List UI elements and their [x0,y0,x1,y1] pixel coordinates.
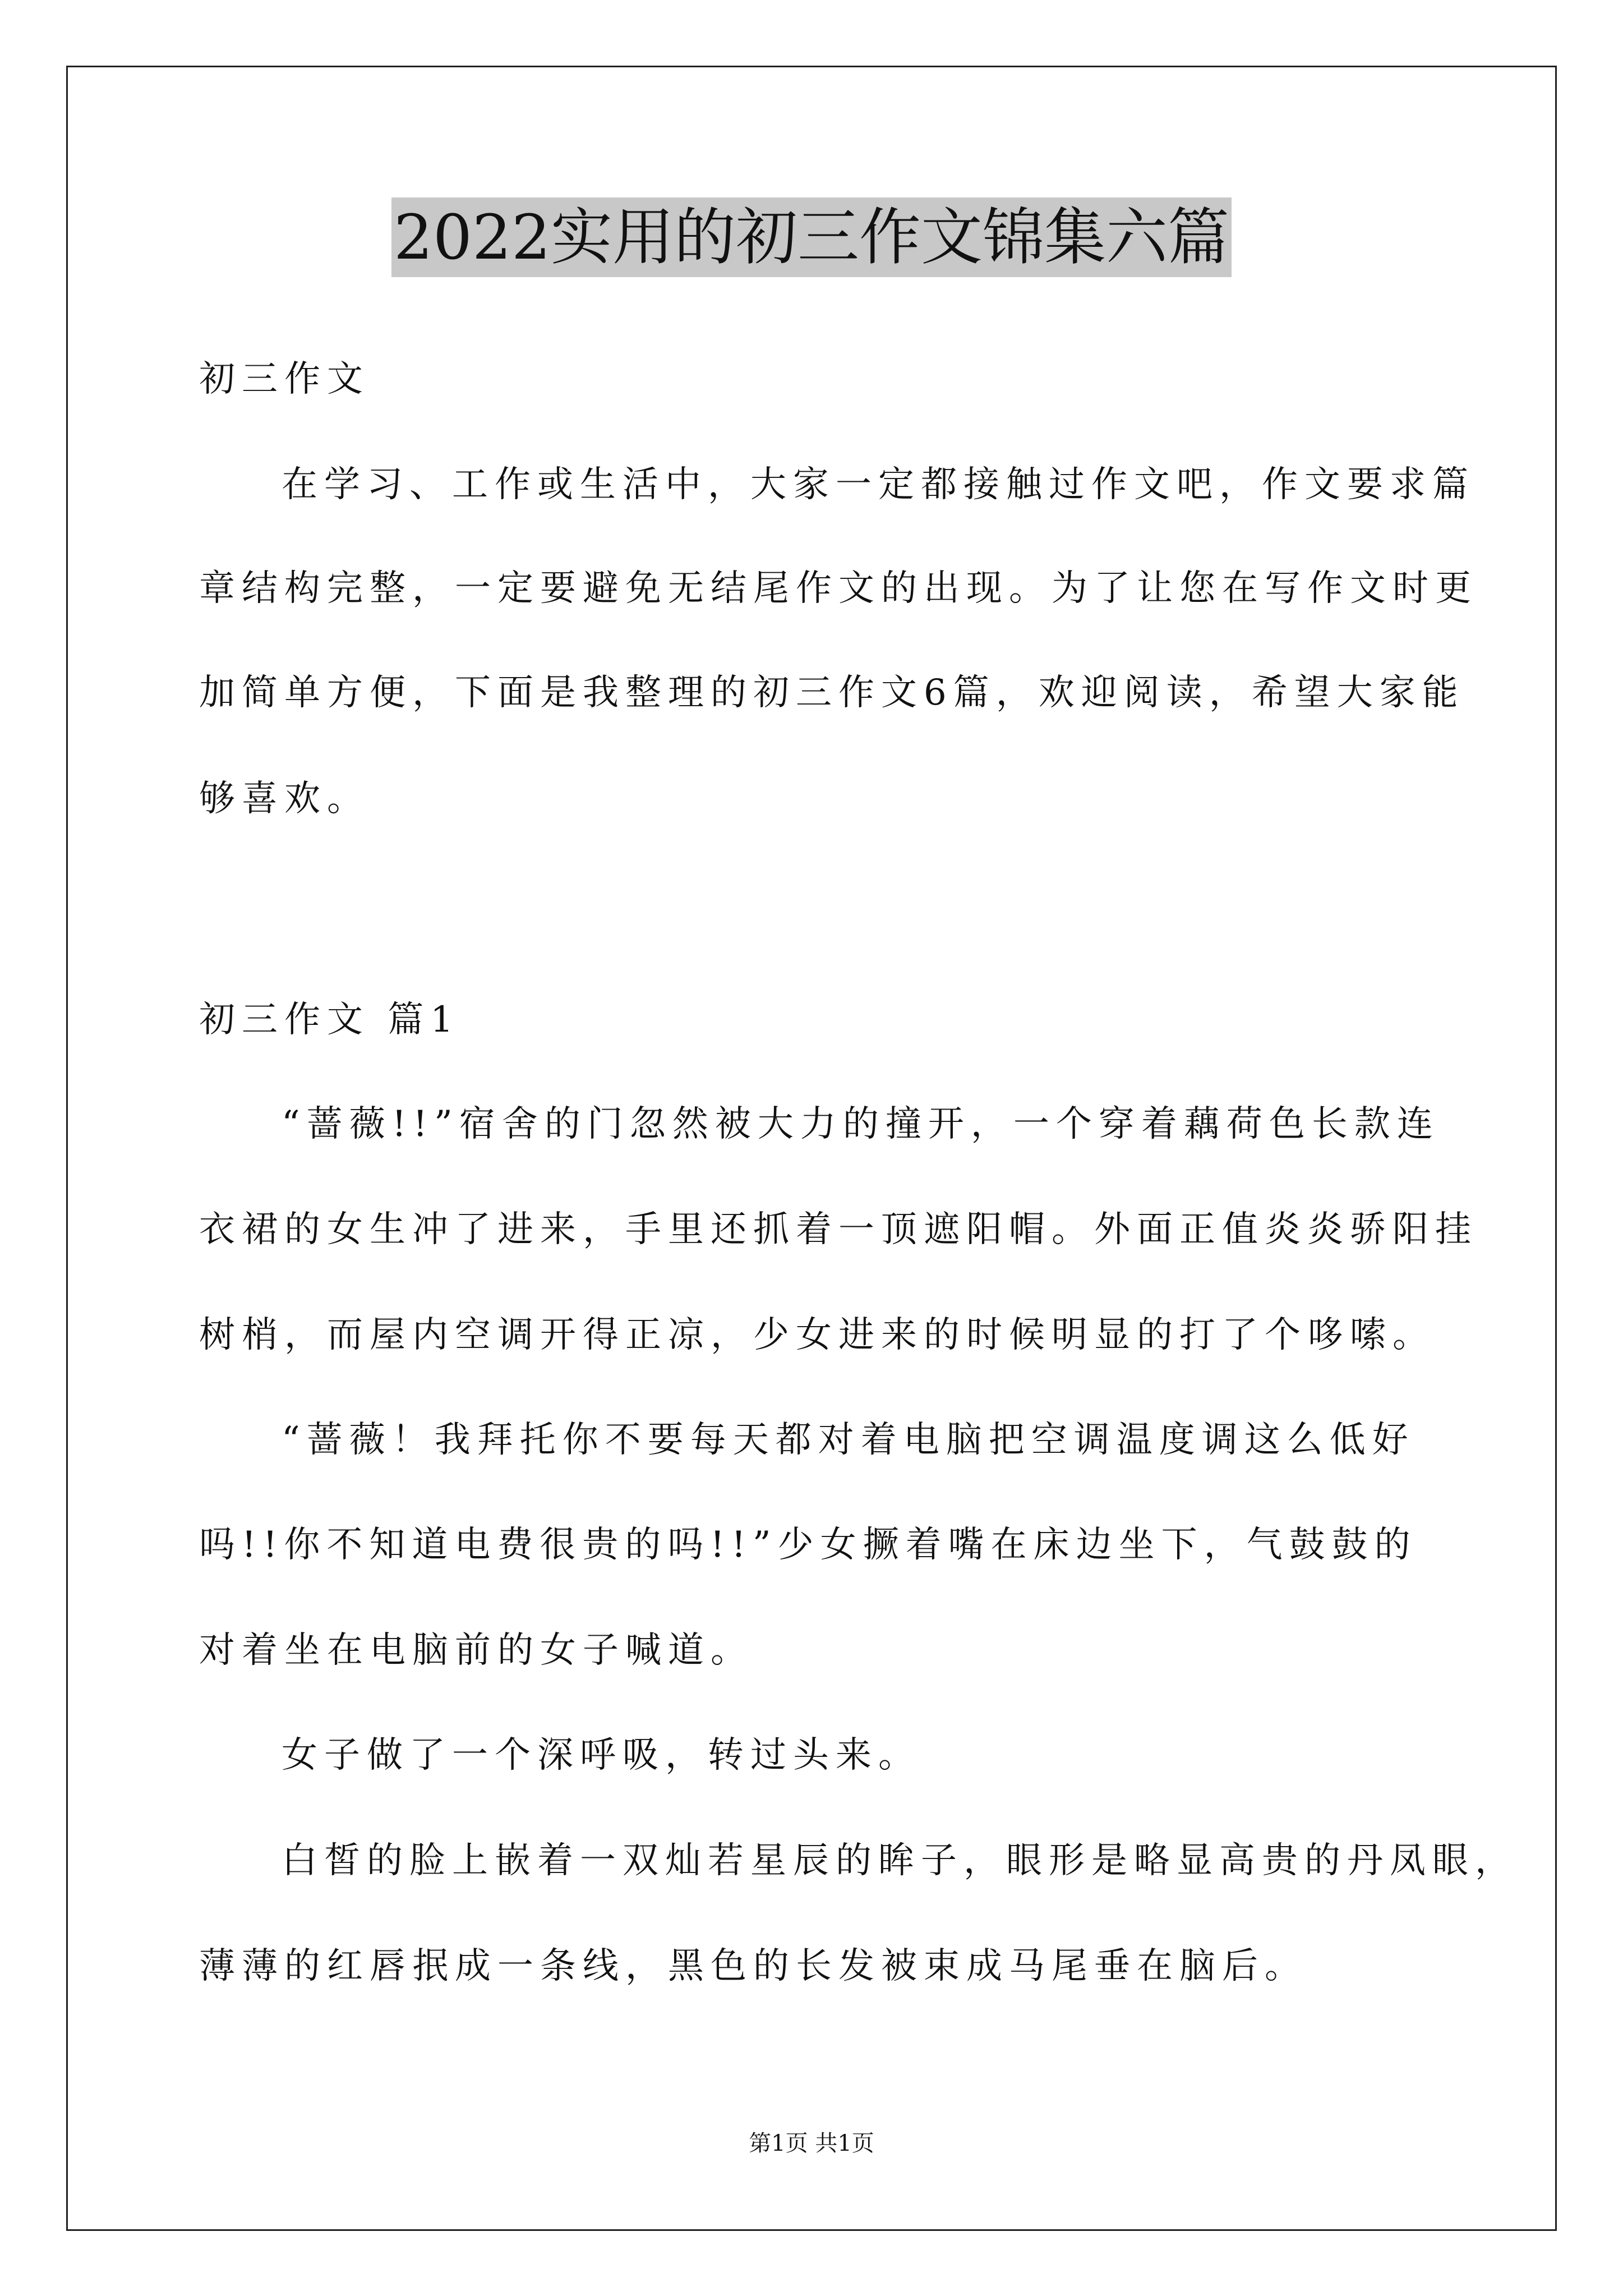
body-line: 对着坐在电脑前的女子喊道。 [199,1630,753,1671]
body-line: 薄薄的红唇抿成一条线，黑色的长发被束成马尾垂在脑后。 [199,1945,1307,1987]
category-label: 初三作文 [199,358,370,400]
intro-line: 章结构完整，一定要避免无结尾作文的出现。为了让您在写作文时更 [199,568,1478,609]
section-heading: 初三作文 篇1 [199,999,460,1041]
intro-line: 加简单方便，下面是我整理的初三作文6篇，欢迎阅读，希望大家能 [199,672,1465,714]
body-line: “蔷薇!!”宿舍的门忽然被大力的撞开，一个穿着藕荷色长款连 [282,1103,1440,1145]
body-line: 白皙的脸上嵌着一双灿若星辰的眸子，眼形是略显高贵的丹凤眼， [282,1840,1518,1881]
body-line: 女子做了一个深呼吸，转过头来。 [282,1734,921,1776]
document-title: 2022实用的初三作文锦集六篇 [391,197,1232,277]
title-container [0,197,1623,277]
page-footer: 第1页 共1页 [749,2131,874,2156]
intro-line: 在学习、工作或生活中，大家一定都接触过作文吧，作文要求篇 [282,464,1475,505]
body-line: 树梢，而屋内空调开得正凉，少女进来的时候明显的打了个哆嗦。 [199,1314,1435,1356]
intro-line: 够喜欢。 [199,778,370,820]
body-line: “蔷薇！我拜托你不要每天都对着电脑把空调温度调这么低好 [282,1419,1415,1461]
body-line: 衣裙的女生冲了进来，手里还抓着一顶遮阳帽。外面正值炎炎骄阳挂 [199,1209,1478,1250]
body-line: 吗!!你不知道电费很贵的吗!!”少女撅着嘴在床边坐下，气鼓鼓的 [199,1524,1417,1566]
